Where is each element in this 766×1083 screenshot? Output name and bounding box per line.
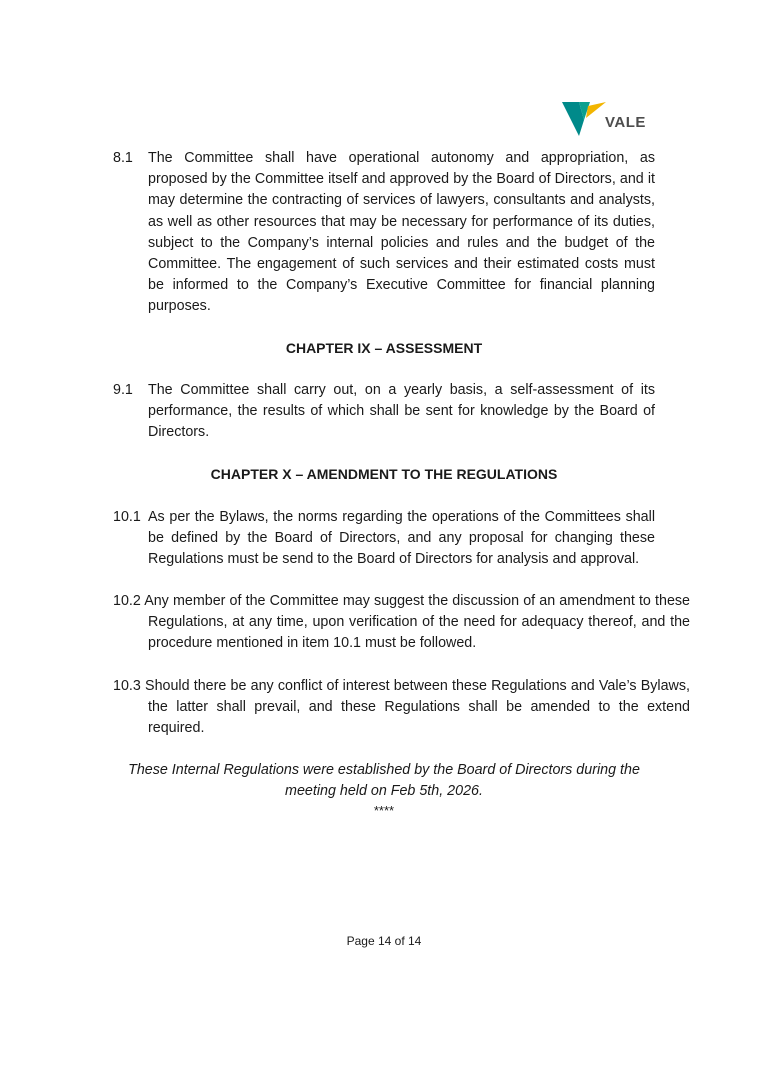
section-10-1 (113, 507, 655, 571)
vale-logo-text: VALE (605, 114, 646, 131)
section-text: As per the Bylaws, the norms regarding the operations of the Committees shall be defined by the Board of Directors, and any proposal for changing these Regulations must be send to the Board of Directors for analysis and approval. (148, 509, 655, 568)
section-number: 10.2 (113, 593, 145, 609)
vale-logo-mark-icon (562, 100, 608, 138)
section-number: 10.1 (113, 509, 141, 525)
chapter-ix-heading: CHAPTER IX – ASSESSMENT (285, 340, 483, 356)
section-10-3 (113, 676, 690, 740)
section-number: 10.3 (113, 678, 146, 694)
page-number: Page 14 of 14 (346, 934, 422, 948)
section-9-1 (113, 380, 655, 444)
end-marker: **** (373, 803, 395, 818)
section-8-1 (113, 148, 655, 318)
closing-line-1: These Internal Regulations were established by the Board of Directors during the (128, 762, 640, 778)
section-text: Any member of the Committee may suggest the discussion of an amendment to these Regulations, at any time, upon verification of the need for adequacy thereof, and the procedure mentioned in item 10.1 must be followed. (144, 593, 690, 652)
section-10-2 (113, 591, 690, 655)
closing-line-2: meeting held on Feb 5th, 2026. (285, 783, 483, 799)
section-number: 8.1 (113, 150, 133, 166)
section-text: The Committee shall have operational autonomy and appropriation, as proposed by the Committee itself and approved by the Board of Directors, and it may determine the contracting of services of lawyers, consultants and analysts, as well as other resources that may be necessary for performance of its duties, subject to the Company’s internal policies and rules and the budget of the Committee. The engagement of such services and their estimated costs must be informed to the Company’s Executive Committee for financial planning purposes. (148, 150, 655, 315)
section-text: Should there be any conflict of interest between these Regulations and Vale’s Bylaws, the latter shall prevail, and these Regulations shall be amended to the extend required. (145, 678, 690, 737)
vale-logo (562, 100, 652, 138)
section-text: The Committee shall carry out, on a yearly basis, a self-assessment of its performance, the results of which shall be sent for knowledge by the Board of Directors. (148, 382, 655, 441)
section-number: 9.1 (113, 382, 133, 398)
chapter-x-heading: CHAPTER X – AMENDMENT TO THE REGULATIONS (210, 466, 558, 482)
